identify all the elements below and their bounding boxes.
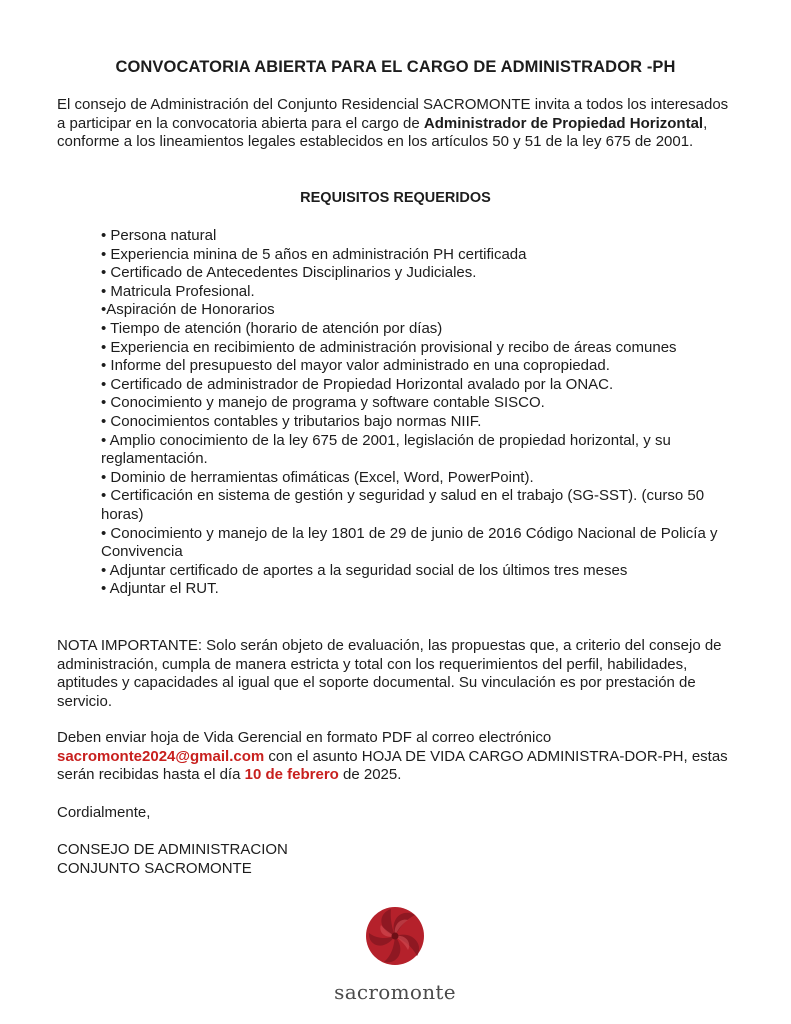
requirement-item: • Amplio conocimiento de la ley 675 de 2001, legislación de propiedad horizontal, y su reglamentación.: [101, 431, 671, 468]
flower-logo-icon: [348, 906, 442, 978]
submission-instructions: [57, 729, 737, 785]
intro-bold-position: Administrador de Propiedad Horizontal: [423, 114, 704, 132]
requirements-heading: REQUISITOS REQUERIDOS: [300, 190, 491, 206]
closing-salutation: Cordialmente,: [57, 804, 151, 821]
intro-text-before: El consejo de Administración del Conjunto Residencial SACROMONTE invita a todos los interesados a participar en la convocatoria abierta para el cargo de: [57, 96, 729, 132]
send-text-after: de 2025.: [338, 766, 402, 784]
important-note: NOTA IMPORTANTE: Solo serán objeto de evaluación, las propuestas que, a criterio del consejo de administración, cumpla de manera estricta y total con los requerimientos del perfil, habilidades, aptitudes y capacidades al igual que el soporte documental. Su vinculación es por prestación de servicio.: [57, 637, 722, 710]
requirement-item: • Certificación en sistema de gestión y seguridad y salud en el trabajo (SG-SST). (curso 50 horas): [101, 487, 705, 523]
requirement-item: • Certificado de Antecedentes Disciplinarios y Judiciales.: [101, 264, 477, 282]
send-text-before: Deben enviar hoja de Vida Gerencial en formato PDF al correo electrónico: [57, 729, 552, 746]
requirement-item: • Adjuntar certificado de aportes a la seguridad social de los últimos tres meses: [101, 561, 628, 579]
contact-email[interactable]: sacromonte2024@gmail.com: [57, 747, 265, 765]
requirement-item: • Persona natural: [101, 227, 217, 244]
requirement-item: •Aspiración de Honorarios: [101, 301, 275, 319]
intro-paragraph: [57, 96, 737, 152]
requirement-item: • Informe del presupuesto del mayor valor administrado en una copropiedad.: [101, 357, 610, 375]
requirement-item: • Conocimiento y manejo de programa y software contable SISCO.: [101, 394, 545, 412]
requirement-item: • Conocimientos contables y tributarios bajo normas NIIF.: [101, 412, 482, 430]
requirement-item: • Matricula Profesional.: [101, 282, 255, 300]
document-title: CONVOCATORIA ABIERTA PARA EL CARGO DE ADMINISTRADOR -PH: [115, 58, 676, 76]
requirement-item: • Adjuntar el RUT.: [101, 580, 219, 598]
intro-text-after: , conforme a los lineamientos legales establecidos en los artículos 50 y 51 de la ley 675 de 2001.: [57, 114, 708, 151]
requirement-item: • Conocimiento y manejo de la ley 1801 de 29 de junio de 2016 Código Nacional de Policía y Convivencia: [101, 524, 718, 561]
requirement-item: • Tiempo de atención (horario de atención por días): [101, 319, 443, 337]
requirement-item: • Dominio de herramientas ofimáticas (Excel, Word, PowerPoint).: [101, 468, 534, 486]
requirements-list: [101, 227, 731, 599]
requirement-item: • Experiencia en recibimiento de administración provisional y recibo de áreas comunes: [101, 338, 677, 356]
signature-line-2: CONJUNTO SACROMONTE: [57, 860, 252, 877]
logo-wordmark: sacromonte: [334, 980, 456, 1004]
sacromonte-logo: [310, 906, 480, 1011]
deadline-date: 10 de febrero: [244, 766, 339, 784]
send-text-middle: con el asunto HOJA DE VIDA CARGO ADMINISTRA-DOR-PH, estas serán recibidas hasta el día: [57, 747, 728, 784]
requirement-item: • Certificado de administrador de Propiedad Horizontal avalado por la ONAC.: [101, 375, 614, 393]
signature-line-1: CONSEJO DE ADMINISTRACION: [57, 841, 288, 858]
requirement-item: • Experiencia minina de 5 años en administración PH certificada: [101, 245, 527, 263]
